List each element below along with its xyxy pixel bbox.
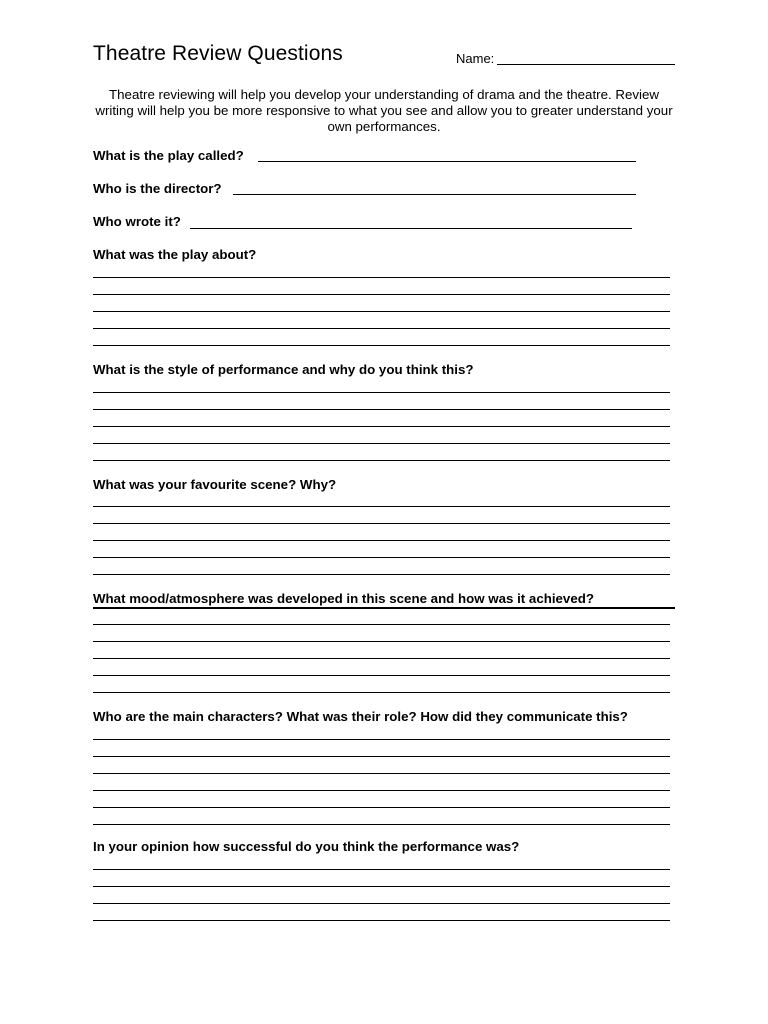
answer-line[interactable]	[93, 624, 670, 625]
answer-line[interactable]	[93, 658, 670, 659]
question-director: Who is the director?	[93, 181, 222, 196]
answer-line[interactable]	[93, 869, 670, 870]
answer-line[interactable]	[93, 540, 670, 541]
name-answer-line[interactable]	[497, 64, 675, 65]
answer-line[interactable]	[93, 460, 670, 461]
answer-line[interactable]	[93, 443, 670, 444]
answer-line-writer[interactable]	[190, 228, 632, 229]
question-underline	[93, 607, 675, 609]
answer-line[interactable]	[93, 675, 670, 676]
intro-paragraph: Theatre reviewing will help you develop your understanding of drama and the theatre. Review writing will help you be more responsive to what you see and allow you to greater understand your own performances.	[95, 87, 673, 134]
answer-line[interactable]	[93, 523, 670, 524]
question-main-characters: Who are the main characters? What was their role? How did they communicate this?	[93, 709, 628, 724]
question-play-called: What is the play called?	[93, 148, 244, 163]
answer-line[interactable]	[93, 756, 670, 757]
answer-line[interactable]	[93, 574, 670, 575]
answer-line[interactable]	[93, 692, 670, 693]
answer-line-director[interactable]	[233, 194, 636, 195]
answer-line[interactable]	[93, 294, 670, 295]
answer-line[interactable]	[93, 277, 670, 278]
answer-line[interactable]	[93, 506, 670, 507]
answer-line[interactable]	[93, 345, 670, 346]
question-favourite-scene: What was your favourite scene? Why?	[93, 477, 337, 492]
answer-line[interactable]	[93, 557, 670, 558]
question-play-about: What was the play about?	[93, 247, 257, 262]
answer-line[interactable]	[93, 426, 670, 427]
answer-line-play-called[interactable]	[258, 161, 636, 162]
answer-line[interactable]	[93, 903, 670, 904]
answer-line[interactable]	[93, 886, 670, 887]
answer-line[interactable]	[93, 824, 670, 825]
answer-line[interactable]	[93, 807, 670, 808]
page-title: Theatre Review Questions	[93, 42, 343, 65]
answer-line[interactable]	[93, 790, 670, 791]
question-mood: What mood/atmosphere was developed in this scene and how was it achieved?	[93, 591, 594, 606]
question-writer: Who wrote it?	[93, 214, 181, 229]
answer-line[interactable]	[93, 773, 670, 774]
answer-line[interactable]	[93, 920, 670, 921]
question-style: What is the style of performance and why do you think this?	[93, 362, 474, 377]
answer-line[interactable]	[93, 311, 670, 312]
answer-line[interactable]	[93, 392, 670, 393]
question-success: In your opinion how successful do you think the performance was?	[93, 839, 520, 854]
answer-line[interactable]	[93, 739, 670, 740]
name-label: Name:	[456, 51, 495, 66]
answer-line[interactable]	[93, 641, 670, 642]
answer-line[interactable]	[93, 409, 670, 410]
answer-line[interactable]	[93, 328, 670, 329]
